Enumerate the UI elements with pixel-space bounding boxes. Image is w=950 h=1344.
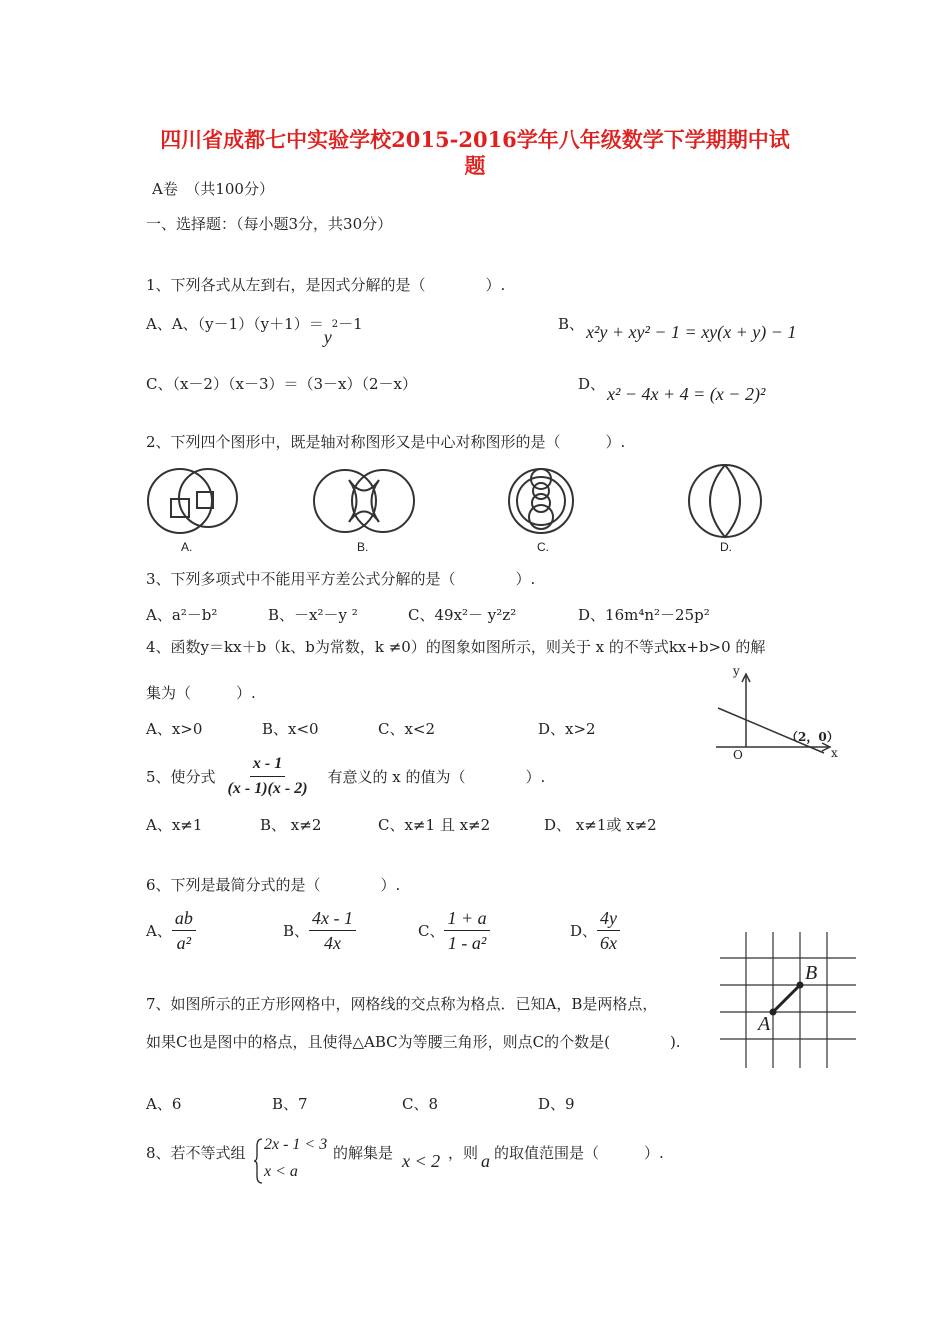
q6-option-a bbox=[146, 906, 196, 955]
q8-mid2: ，则 bbox=[448, 1144, 479, 1162]
q1-b-label: B、 bbox=[558, 315, 585, 333]
q5-numerator: x - 1 bbox=[250, 752, 285, 777]
q6-d-label: D、 bbox=[570, 922, 598, 940]
fig-label-b: B. bbox=[357, 540, 369, 554]
q6-c-label: C、 bbox=[418, 922, 445, 940]
q4-point-label: （2，0） bbox=[786, 730, 839, 744]
q5-denominator: (x - 1)(x - 2) bbox=[227, 780, 308, 797]
q8-mid: 的解集是 bbox=[333, 1144, 394, 1162]
q6-a-label: A、 bbox=[146, 922, 172, 940]
q3-option-b: B、－x²－y ² bbox=[268, 606, 358, 624]
q6-c-num: 1 + a bbox=[444, 906, 489, 931]
page-title: 四川省成都七中实验学校2015-2016学年八年级数学下学期期中试 bbox=[160, 127, 790, 152]
q6-stem: 6、下列是最简分式的是（ ）. bbox=[146, 876, 401, 894]
fig-label-c: C. bbox=[537, 540, 549, 554]
q5-stem-pre: 5、使分式 bbox=[146, 768, 216, 786]
q5-option-a: A、x≠1 bbox=[146, 816, 203, 834]
q7-stem-cont: 如果C也是图中的格点，且使得△ABC为等腰三角形，则点C的个数是( ). bbox=[146, 1033, 681, 1051]
q5-option-c: C、x≠1 且 x≠2 bbox=[378, 816, 491, 834]
q1-option-c: C、（x－2）（x－3）＝（3－x）（2－x） bbox=[146, 375, 417, 393]
q8-ineq1: 2x - 1 < 3 bbox=[264, 1136, 328, 1153]
q3-option-a: A、a²－b² bbox=[146, 606, 218, 624]
q6-d-num: 4y bbox=[597, 906, 620, 931]
q8-pre: 8、若不等式组 bbox=[146, 1144, 246, 1162]
figure-a bbox=[148, 469, 237, 533]
q4-stem-cont: 集为（ ）. bbox=[146, 684, 256, 702]
q6-d-den: 6x bbox=[600, 933, 618, 953]
q6-option-c bbox=[418, 906, 490, 955]
q6-option-b bbox=[283, 906, 356, 955]
q5-option-d: D、 x≠1或 x≠2 bbox=[544, 816, 657, 834]
q7-point-b: B bbox=[805, 962, 818, 984]
q6-b-fraction bbox=[309, 906, 356, 955]
q8-var: a bbox=[481, 1151, 490, 1171]
q6-c-fraction bbox=[444, 906, 489, 955]
q6-a-fraction bbox=[172, 906, 196, 955]
q1-a-label: A、A、（y－1）（y＋1）＝ bbox=[146, 315, 324, 333]
q1-a-tail: －1 bbox=[338, 315, 363, 333]
q5-stem-post: 有意义的 x 的值为（ ）. bbox=[327, 768, 546, 786]
q6-a-num: ab bbox=[172, 906, 196, 931]
q4-stem: 4、函数y＝kx＋b（k、b为常数，k ≠0）的图象如图所示，则关于 x 的不等式kx+b>0 的解 bbox=[146, 638, 766, 656]
q7-option-d: D、9 bbox=[538, 1095, 575, 1113]
q1-option-b-math: x²y + xy² − 1 = xy(x + y) − 1 bbox=[586, 322, 797, 342]
q1-d-label: D、 bbox=[578, 375, 606, 393]
q2-stem: 2、下列四个图形中，既是轴对称图形又是中心对称图形的是（ ）. bbox=[146, 433, 626, 451]
q6-b-num: 4x - 1 bbox=[309, 906, 356, 931]
q7-option-c: C、8 bbox=[402, 1095, 439, 1113]
q3-option-c: C、49x²－ y²z² bbox=[408, 606, 517, 624]
q8-brace bbox=[254, 1138, 264, 1184]
q7-option-a: A、6 bbox=[146, 1095, 182, 1113]
figure-c bbox=[509, 469, 573, 533]
q6-c-den: 1 - a² bbox=[447, 933, 487, 953]
q4-y-label: y bbox=[733, 664, 740, 678]
q6-b-den: 4x bbox=[324, 933, 342, 953]
page-title-cont: 题 bbox=[464, 153, 486, 178]
q7-stem: 7、如图所示的正方形网格中，网格线的交点称为格点．已知A，B是两格点， bbox=[146, 995, 658, 1013]
q3-stem: 3、下列多项式中不能用平方差公式分解的是（ ）. bbox=[146, 570, 536, 588]
q4-option-b: B、x<0 bbox=[262, 720, 319, 738]
q1-stem: 1、下列各式从左到右，是因式分解的是（ ）. bbox=[146, 276, 506, 294]
q6-b-label: B、 bbox=[283, 922, 310, 940]
q4-option-c: C、x<2 bbox=[378, 720, 436, 738]
q6-option-d bbox=[570, 906, 620, 955]
q3-option-d: D、16m⁴n²－25p² bbox=[578, 606, 710, 624]
figure-d bbox=[689, 465, 761, 537]
part1-heading: 一、选择题：（每小题3分，共30分） bbox=[146, 215, 393, 233]
q2-figures bbox=[140, 468, 800, 538]
q4-origin-label: O bbox=[733, 748, 743, 762]
q4-option-a: A、x>0 bbox=[146, 720, 203, 738]
q4-x-label: x bbox=[831, 746, 838, 760]
q8-ineq2: x < a bbox=[264, 1163, 298, 1180]
q1-a-math: y bbox=[323, 327, 332, 347]
q5-stem bbox=[146, 752, 545, 801]
q7-point-a: A bbox=[758, 1013, 771, 1035]
q4-option-d: D、x>2 bbox=[538, 720, 596, 738]
q4-graph bbox=[710, 662, 850, 772]
q7-grid bbox=[720, 932, 856, 1068]
fig-label-d: D. bbox=[720, 540, 732, 554]
q6-a-den: a² bbox=[176, 933, 192, 953]
q5-fraction bbox=[228, 752, 308, 801]
q1-option-d-math: x² − 4x + 4 = (x − 2)² bbox=[607, 384, 766, 404]
section-a-heading: A卷 （共100分） bbox=[152, 180, 274, 198]
q1-option-a: A、A、$(y-1)(y+1)=y^2-1$ bbox=[146, 315, 363, 347]
q5-option-b: B、 x≠2 bbox=[260, 816, 322, 834]
q8-post: 的取值范围是（ ）. bbox=[494, 1144, 664, 1162]
q8-solution: x < 2 bbox=[402, 1151, 441, 1171]
figure-b bbox=[314, 470, 414, 532]
fig-label-a: A. bbox=[181, 540, 193, 554]
q7-option-b: B、7 bbox=[272, 1095, 308, 1113]
q6-d-fraction bbox=[597, 906, 620, 955]
